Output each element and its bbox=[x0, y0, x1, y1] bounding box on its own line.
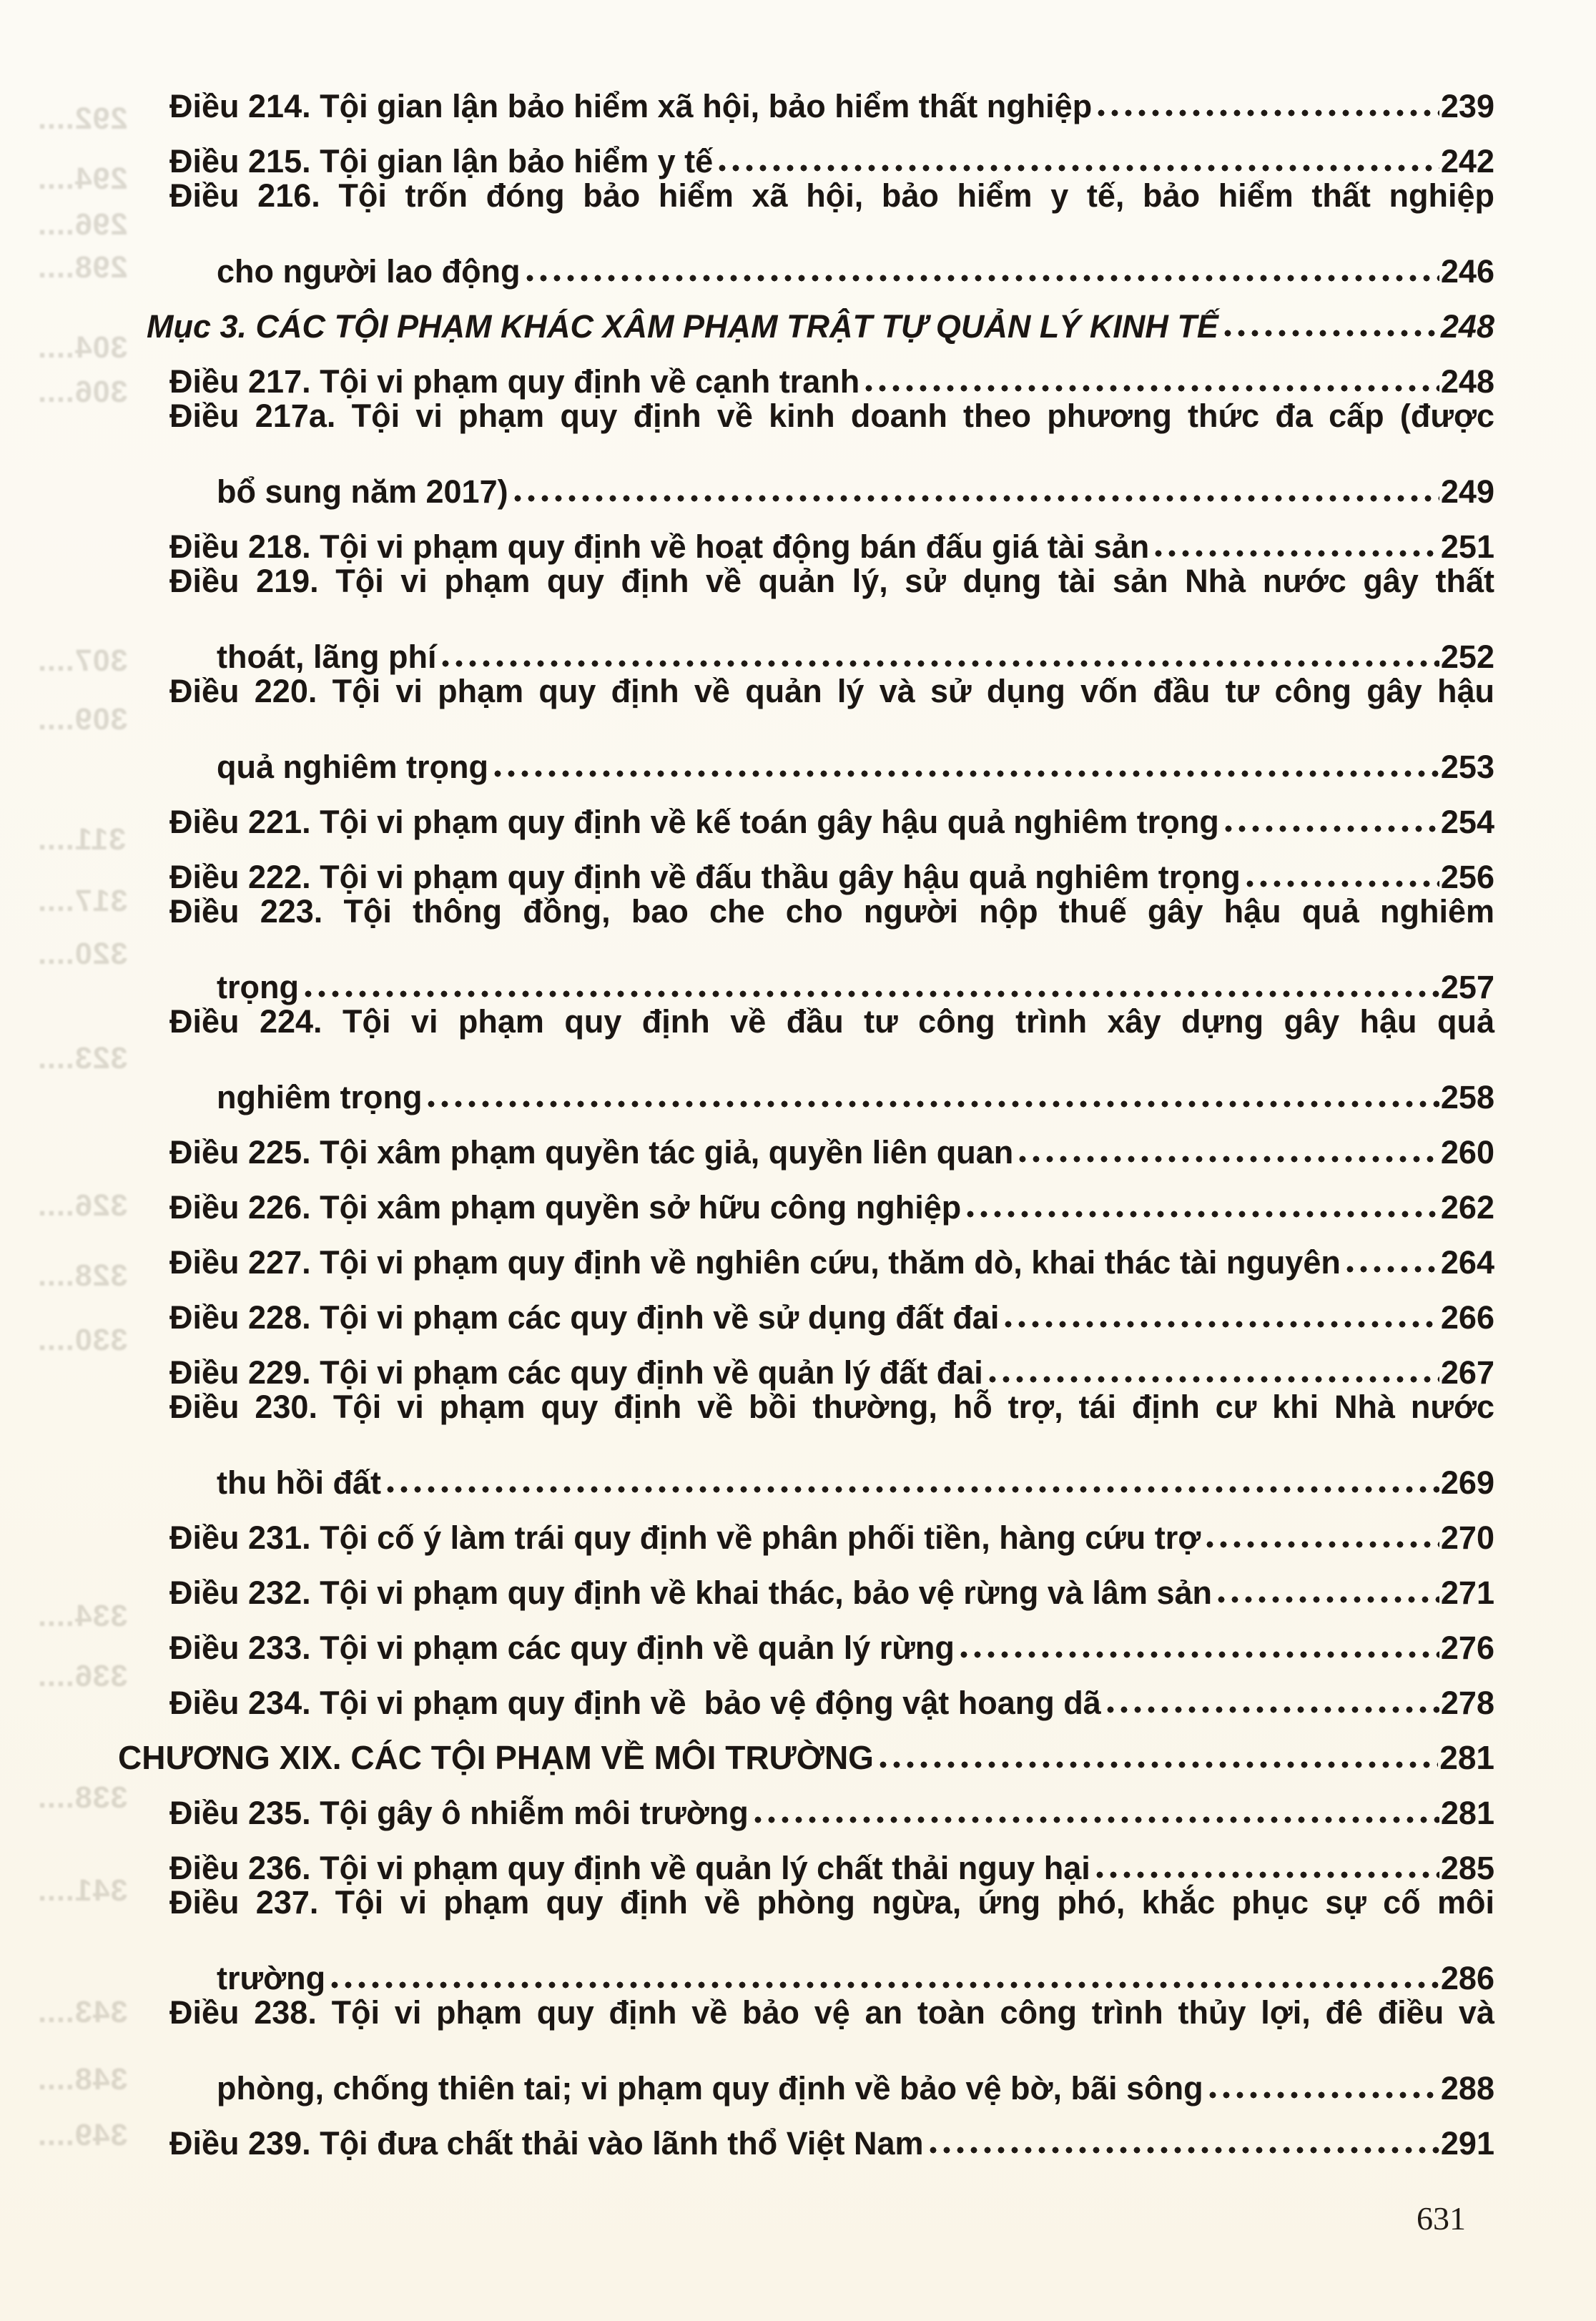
toc-line bbox=[0, 69, 1596, 124]
toc-line bbox=[0, 784, 1596, 839]
ghost-page-number: 298.... bbox=[37, 250, 128, 285]
ghost-page-number: 334.... bbox=[37, 1599, 128, 1633]
toc-page-number: 269 bbox=[1440, 1464, 1494, 1502]
toc-line bbox=[0, 234, 1596, 289]
toc-page-number: 262 bbox=[1440, 1189, 1494, 1226]
dotted-leader bbox=[1096, 1871, 1439, 1879]
toc-entry-text: Điều 216. Tội trốn đóng bảo hiểm xã hội, bảo hiểm y tế, bảo hiểm thất nghiệp bbox=[169, 177, 1494, 214]
toc-line bbox=[0, 1886, 1596, 1941]
toc-page-number: 248 bbox=[1440, 363, 1494, 400]
dotted-leader bbox=[880, 1760, 1438, 1769]
toc-line bbox=[0, 1665, 1596, 1720]
toc-line bbox=[0, 564, 1596, 619]
toc-line bbox=[0, 839, 1596, 895]
section-heading-line bbox=[0, 289, 1596, 344]
toc-line bbox=[0, 1996, 1596, 2051]
toc-entry-text: Điều 222. Tội vi phạm quy định về đấu thầu gây hậu quả nghiêm trọng bbox=[169, 859, 1241, 896]
toc-line bbox=[0, 2051, 1596, 2106]
toc-line bbox=[0, 344, 1596, 399]
ghost-page-number: 306.... bbox=[37, 375, 128, 409]
toc-page-number: 291 bbox=[1440, 2125, 1494, 2162]
toc-page-number: 254 bbox=[1440, 804, 1494, 841]
dotted-leader bbox=[1107, 1705, 1439, 1714]
dotted-leader bbox=[865, 384, 1439, 393]
dotted-leader bbox=[1019, 1155, 1439, 1163]
toc-line bbox=[0, 950, 1596, 1005]
chapter-heading-line bbox=[0, 1720, 1596, 1775]
ghost-page-number: 338.... bbox=[37, 1780, 128, 1815]
ghost-page-number: 343.... bbox=[37, 1995, 128, 2029]
toc-line bbox=[0, 674, 1596, 729]
toc-line bbox=[0, 729, 1596, 784]
dotted-leader bbox=[1346, 1265, 1439, 1273]
dotted-leader bbox=[1225, 824, 1439, 833]
toc-line bbox=[0, 1775, 1596, 1830]
dotted-leader bbox=[428, 1100, 1439, 1108]
toc-entry-text: thoát, lãng phí bbox=[217, 639, 437, 676]
dotted-leader bbox=[967, 1210, 1439, 1218]
toc-line bbox=[0, 1555, 1596, 1610]
toc-entry-text: Điều 227. Tội vi phạm quy định về nghiên cứu, thăm dò, khai thác tài nguyên bbox=[169, 1244, 1341, 1281]
toc-page-number: 239 bbox=[1440, 88, 1494, 125]
dotted-leader bbox=[331, 1981, 1439, 1989]
toc-entry-text: Điều 218. Tội vi phạm quy định về hoạt động bán đấu giá tài sản bbox=[169, 528, 1150, 566]
ghost-page-number: 307.... bbox=[37, 644, 128, 678]
toc-line bbox=[0, 1830, 1596, 1886]
toc-entry-text: quả nghiêm trọng bbox=[217, 749, 488, 786]
toc-page-number: 242 bbox=[1440, 143, 1494, 180]
dotted-leader bbox=[1209, 2091, 1439, 2099]
ghost-page-number: 320.... bbox=[37, 937, 128, 971]
toc-page-number: 260 bbox=[1440, 1134, 1494, 1171]
dotted-leader bbox=[1206, 1540, 1439, 1549]
ghost-page-number: 328.... bbox=[37, 1258, 128, 1293]
dotted-leader bbox=[514, 494, 1439, 503]
toc-entry-text: Điều 232. Tội vi phạm quy định về khai thác, bảo vệ rừng và lâm sản bbox=[169, 1575, 1213, 1612]
toc-entry-text: Điều 219. Tội vi phạm quy định về quản lý, sử dụng tài sản Nhà nước gây thất bbox=[169, 563, 1494, 599]
dotted-leader bbox=[1005, 1320, 1439, 1329]
toc-entry-text: nghiêm trọng bbox=[217, 1079, 423, 1116]
dotted-leader bbox=[387, 1485, 1439, 1494]
ghost-page-number: 348.... bbox=[37, 2062, 128, 2096]
dotted-leader bbox=[754, 1815, 1439, 1824]
toc-line bbox=[0, 1115, 1596, 1170]
toc-page-number: 286 bbox=[1440, 1960, 1494, 1997]
ghost-page-number: 304.... bbox=[37, 330, 128, 365]
toc-page-number: 276 bbox=[1440, 1630, 1494, 1667]
toc-line bbox=[0, 1060, 1596, 1115]
toc-page-number: 278 bbox=[1440, 1685, 1494, 1722]
toc-line bbox=[0, 1225, 1596, 1280]
toc-entry-text: Điều 233. Tội vi phạm các quy định về quản lý rừng bbox=[169, 1630, 955, 1667]
toc-page-number: 281 bbox=[1439, 1739, 1494, 1777]
toc-entry-text: Điều 217. Tội vi phạm quy định về cạnh tranh bbox=[169, 363, 860, 400]
dotted-leader bbox=[719, 164, 1439, 172]
toc-entry-text: Điều 230. Tội vi phạm quy định về bồi thường, hỗ trợ, tái định cư khi Nhà nước bbox=[169, 1389, 1494, 1425]
toc-page-number: 264 bbox=[1440, 1244, 1494, 1281]
toc-line bbox=[0, 509, 1596, 564]
toc-line bbox=[0, 1610, 1596, 1665]
dotted-leader bbox=[1218, 1595, 1439, 1604]
dotted-leader bbox=[930, 2146, 1439, 2154]
toc-page-number: 281 bbox=[1440, 1795, 1494, 1832]
toc-entry-text: Điều 229. Tội vi phạm các quy định về quản lý đất đai bbox=[169, 1354, 983, 1391]
dotted-leader bbox=[1246, 879, 1439, 888]
ghost-page-number: 326.... bbox=[37, 1188, 128, 1223]
toc-entry-text: Điều 228. Tội vi phạm các quy định về sử dụng đất đai bbox=[169, 1299, 1000, 1336]
toc-line bbox=[0, 1390, 1596, 1445]
ghost-page-number: 317.... bbox=[37, 884, 128, 918]
table-of-contents bbox=[0, 69, 1596, 2161]
toc-entry-text: trường bbox=[217, 1960, 326, 1997]
toc-entry-text: phòng, chống thiên tai; vi phạm quy định về bảo vệ bờ, bãi sông bbox=[217, 2070, 1203, 2107]
toc-line bbox=[0, 179, 1596, 234]
toc-entry-text: Điều 236. Tội vi phạm quy định về quản lý chất thải nguy hại bbox=[169, 1850, 1090, 1887]
ghost-page-number: 341.... bbox=[37, 1873, 128, 1908]
dotted-leader bbox=[526, 274, 1439, 282]
ghost-page-number: 349.... bbox=[37, 2118, 128, 2152]
toc-line bbox=[0, 1005, 1596, 1060]
ghost-page-number: 296.... bbox=[37, 207, 128, 242]
toc-page-number: 249 bbox=[1440, 473, 1494, 511]
toc-line bbox=[0, 619, 1596, 674]
toc-entry-text: Điều 226. Tội xâm phạm quyền sở hữu công nghiệp bbox=[169, 1189, 962, 1226]
toc-entry-text: Điều 239. Tội đưa chất thải vào lãnh thổ Việt Nam bbox=[169, 2125, 924, 2162]
toc-page-number: 257 bbox=[1440, 969, 1494, 1006]
toc-page-number: 253 bbox=[1440, 749, 1494, 786]
dotted-leader bbox=[1098, 109, 1439, 117]
toc-entry-text: Điều 237. Tội vi phạm quy định về phòng ngừa, ứng phó, khắc phục sự cố môi bbox=[169, 1884, 1494, 1921]
toc-line bbox=[0, 895, 1596, 950]
ghost-page-number: 323.... bbox=[37, 1041, 128, 1075]
toc-line bbox=[0, 1500, 1596, 1555]
toc-line bbox=[0, 1335, 1596, 1390]
toc-entry-text: Điều 214. Tội gian lận bảo hiểm xã hội, bảo hiểm thất nghiệp bbox=[169, 88, 1093, 125]
toc-page-number: 246 bbox=[1440, 253, 1494, 290]
toc-entry-text: Điều 225. Tội xâm phạm quyền tác giả, quyền liên quan bbox=[169, 1134, 1014, 1171]
toc-entry-text: trọng bbox=[217, 969, 299, 1006]
dotted-leader bbox=[1224, 329, 1439, 337]
toc-page-number: 270 bbox=[1440, 1519, 1494, 1557]
toc-line bbox=[0, 399, 1596, 454]
dotted-leader bbox=[960, 1650, 1439, 1659]
toc-line bbox=[0, 1280, 1596, 1335]
toc-page-number: 256 bbox=[1440, 859, 1494, 896]
toc-entry-text: Điều 217a. Tội vi phạm quy định về kinh doanh theo phương thức đa cấp (được bbox=[169, 398, 1494, 434]
toc-entry-text: Điều 231. Tội cố ý làm trái quy định về phân phối tiền, hàng cứu trợ bbox=[169, 1519, 1201, 1557]
toc-line bbox=[0, 454, 1596, 509]
toc-page-number: 266 bbox=[1440, 1299, 1494, 1336]
toc-entry-text: Điều 220. Tội vi phạm quy định về quản lý và sử dụng vốn đầu tư công gây hậu bbox=[169, 673, 1494, 709]
ghost-page-number: 336.... bbox=[37, 1659, 128, 1693]
toc-entry-text: bổ sung năm 2017) bbox=[217, 473, 508, 511]
dotted-leader bbox=[1155, 549, 1439, 558]
ghost-page-number: 311.... bbox=[37, 822, 127, 857]
toc-page-number: 288 bbox=[1440, 2070, 1494, 2107]
toc-entry-text: Mục 3. CÁC TỘI PHẠM KHÁC XÂM PHẠM TRẬT TỰ QUẢN LÝ KINH TẾ bbox=[147, 308, 1218, 345]
footer-page-number: 631 bbox=[1417, 2200, 1466, 2237]
toc-page-number: 251 bbox=[1440, 528, 1494, 566]
toc-page-number: 258 bbox=[1440, 1079, 1494, 1116]
toc-line bbox=[0, 1170, 1596, 1225]
ghost-page-number: 294.... bbox=[37, 162, 128, 196]
toc-page-number: 271 bbox=[1440, 1575, 1494, 1612]
dotted-leader bbox=[305, 990, 1439, 998]
toc-entry-text: Điều 235. Tội gây ô nhiễm môi trường bbox=[169, 1795, 749, 1832]
toc-line bbox=[0, 2106, 1596, 2161]
toc-entry-text: thu hồi đất bbox=[217, 1464, 381, 1502]
toc-entry-text: Điều 238. Tội vi phạm quy định về bảo vệ an toàn công trình thủy lợi, đê điều và bbox=[169, 1994, 1494, 2031]
ghost-page-number: 292.... bbox=[37, 102, 128, 136]
toc-entry-text: Điều 221. Tội vi phạm quy định về kế toán gây hậu quả nghiêm trọng bbox=[169, 804, 1219, 841]
toc-entry-text: Điều 234. Tội vi phạm quy định về bảo vệ động vật hoang dã bbox=[169, 1685, 1101, 1722]
toc-page-number: 248 bbox=[1440, 308, 1494, 345]
toc-page-number: 252 bbox=[1440, 639, 1494, 676]
toc-entry-text: Điều 223. Tội thông đồng, bao che cho người nộp thuế gây hậu quả nghiêm bbox=[169, 893, 1494, 930]
toc-entry-text: Điều 215. Tội gian lận bảo hiểm y tế bbox=[169, 143, 714, 180]
toc-line bbox=[0, 1941, 1596, 1996]
dotted-leader bbox=[442, 659, 1439, 668]
toc-entry-text: CHƯƠNG XIX. CÁC TỘI PHẠM VỀ MÔI TRƯỜNG bbox=[118, 1739, 874, 1777]
toc-page-number: 267 bbox=[1440, 1354, 1494, 1391]
toc-entry-text: cho người lao động bbox=[217, 253, 521, 290]
dotted-leader bbox=[494, 769, 1439, 778]
dotted-leader bbox=[989, 1375, 1439, 1384]
toc-entry-text: Điều 224. Tội vi phạm quy định về đầu tư công trình xây dựng gây hậu quả bbox=[169, 1003, 1494, 1040]
toc-page-number: 285 bbox=[1440, 1850, 1494, 1887]
ghost-page-number: 330.... bbox=[37, 1323, 128, 1357]
ghost-page-number: 309.... bbox=[37, 702, 128, 736]
toc-line bbox=[0, 124, 1596, 179]
toc-line bbox=[0, 1445, 1596, 1500]
